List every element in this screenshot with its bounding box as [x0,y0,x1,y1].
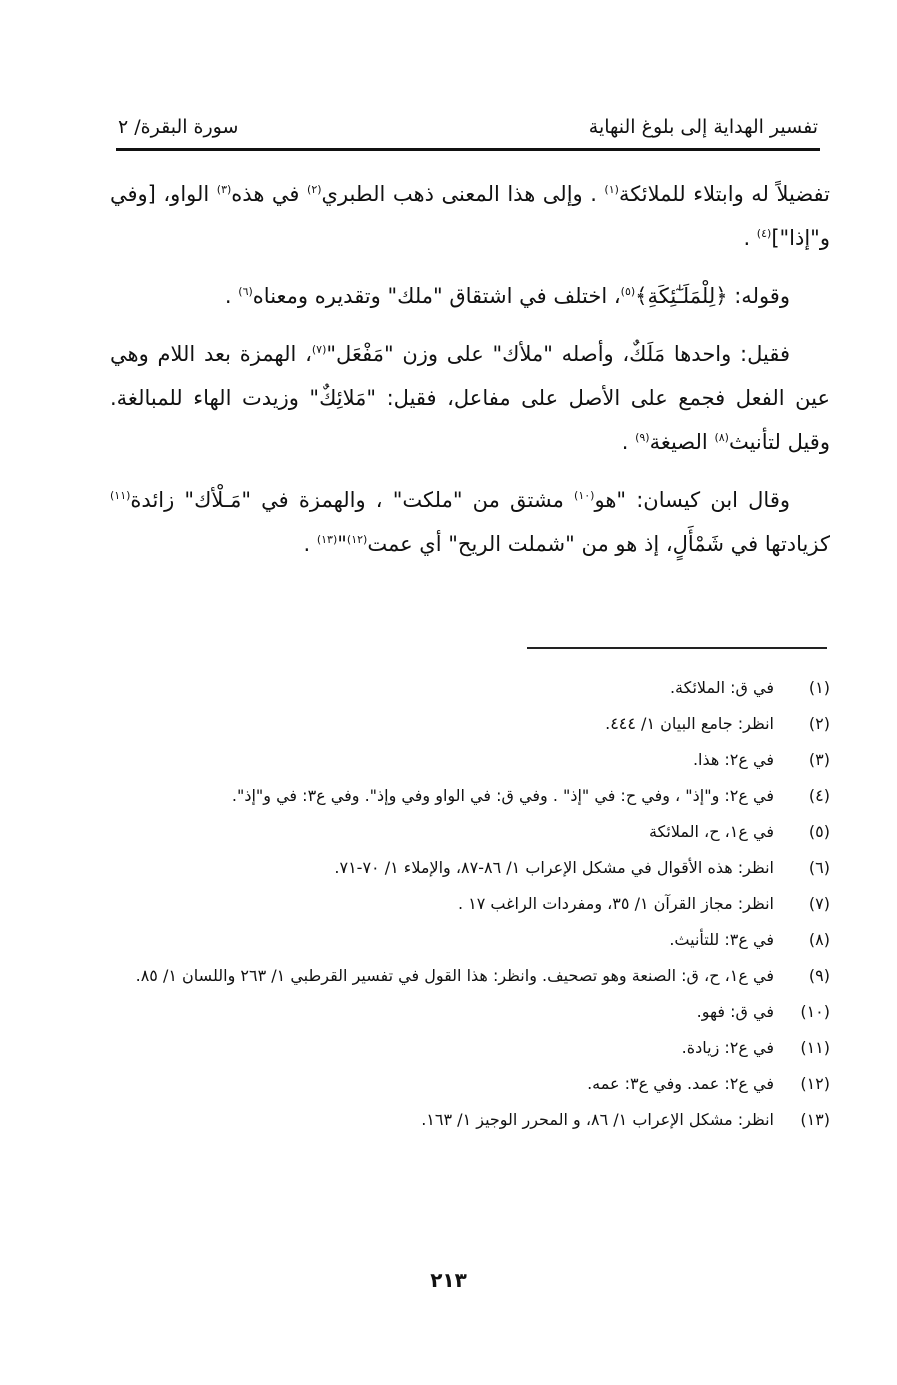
text-run: وقوله: ﴿لِلْمَلَـٰٓئِكَةِ﴾ [635,284,790,308]
footnote-ref[interactable]: (١) [604,183,619,196]
text-run: . [303,532,317,556]
footnote-number: (٦) [808,858,830,877]
footnote-number: (١٠) [800,1002,830,1021]
text-run: فقيل: واحدها مَلَكٌ، وأصله "ملأك" على وزن "مَفْعَل" [326,342,790,366]
footnote-ref[interactable]: (١٠) [574,489,595,502]
footnote-item [110,778,830,814]
footnote-text: في ق: الملائكة. [669,678,774,697]
paragraph-3 [110,332,830,464]
text-run: الواو، [وفي و"إذا"] [110,182,830,250]
footnote-item [110,850,830,886]
footnote-ref[interactable]: (٧) [311,343,327,356]
footnote-separator [527,647,827,649]
footnote-ref[interactable]: (٨) [714,431,729,444]
footnote-text: في ع١، ح، ق: الصنعة وهو تصحيف. وانظر: هذا القول في تفسير القرطبي ١/ ٢٦٣ واللسان ١/ ٨٥. [135,966,774,985]
text-run: . وإلى هذا المعنى ذهب الطبري [321,182,605,206]
footnote-text: في ع٢: زيادة. [681,1038,774,1057]
text-run: كزيادتها في شَمْأَلٍ، إذ هو من "شملت الريح" أي عمت [367,532,830,556]
footnote-item [110,958,830,994]
footnote-text: في ق: فهو. [696,1002,774,1021]
footnote-item [110,1102,830,1138]
footnote-number: (٢) [808,714,830,733]
footnote-text: في ع٢: عمد. وفي ع٣: عمه. [587,1074,774,1093]
footnote-item [110,742,830,778]
footnote-ref[interactable]: (٥) [620,285,636,298]
footnote-ref[interactable]: (٩) [635,431,650,444]
main-text [110,172,830,580]
footnote-item [110,814,830,850]
footnote-number: (٣) [808,750,830,769]
footnote-number: (١٢) [800,1074,830,1093]
text-run: ، اختلف في اشتقاق "ملك" وتقديره ومعناه [252,284,621,308]
footnote-ref[interactable]: (١٢) [346,533,368,546]
footnote-text: في ع٣: للتأنيث. [669,930,774,949]
text-run: في هذه [231,182,308,206]
paragraph-1 [110,172,830,260]
header-book-title: تفسير الهداية إلى بلوغ النهاية [588,116,818,138]
footnote-text: انظر: مجاز القرآن ١/ ٣٥، ومفردات الراغب ١٧ . [457,894,774,913]
paragraph-2 [110,274,830,318]
footnote-item [110,994,830,1030]
text-run: الصيغة [649,430,715,454]
footnote-ref[interactable]: (١١) [110,489,131,502]
footnote-text: في ع٢: هذا. [692,750,774,769]
footnote-number: (٨) [808,930,830,949]
text-run: . [621,430,636,454]
text-run: . [743,226,757,250]
footnote-text: انظر: هذه الأقوال في مشكل الإعراب ١/ ٨٦-٨٧، والإملاء ١/ ٧٠-٧١. [334,858,774,877]
text-run: وقال ابن كيسان: "هو [594,488,791,512]
footnote-ref[interactable]: (٦) [238,285,253,298]
text-run: ، الهمزة بعد اللام وهي عين الفعل فجمع على الأصل على مفاعل، فقيل: "مَلائِكٌ" وزيدت الهاء للمبالغة. وقيل لتأنيث [110,342,830,454]
footnote-number: (٧) [808,894,830,913]
running-header [118,112,818,142]
footnote-text: انظر: جامع البيان ١/ ٤٤٤. [605,714,774,733]
footnote-item [110,706,830,742]
paragraph-4 [110,478,830,566]
footnote-number: (٩) [808,966,830,985]
footnote-item [110,1030,830,1066]
text-run: " [337,532,347,556]
footnote-number: (١١) [800,1038,830,1057]
text-run: . [224,284,239,308]
footnote-text: انظر: مشكل الإعراب ١/ ٨٦، و المحرر الوجيز ١/ ١٦٣. [421,1110,774,1129]
footnote-ref[interactable]: (٤) [756,227,772,240]
footnote-number: (٥) [808,822,830,841]
page-number: ٢١٣ [430,1268,467,1292]
text-run: مشتق من "ملكت" ، والهمزة في "مَـلْأك" زائدة [130,488,575,512]
footnote-text: في ع٢: و"إذ" ، وفي ح: في "إذ" . وفي ق: في الواو وفي وإذ". وفي ع٣: في و"إذ". [231,786,774,805]
footnote-ref[interactable]: (١٣) [316,533,338,546]
header-rule [116,148,820,151]
footnote-item [110,670,830,706]
footnote-item [110,922,830,958]
footnote-item [110,886,830,922]
footnote-item [110,1066,830,1102]
footnote-ref[interactable]: (٢) [307,183,322,196]
footnote-number: (٤) [808,786,830,805]
text-run: تفضيلاً له وابتلاء للملائكة [618,182,831,206]
footnote-ref[interactable]: (٣) [216,183,232,196]
footnotes [110,670,830,1138]
header-surah: سورة البقرة/ ٢ [118,116,239,138]
footnote-number: (١) [808,678,830,697]
footnote-text: في ع١، ح، الملائكة [648,822,774,841]
footnote-number: (١٣) [800,1110,830,1129]
